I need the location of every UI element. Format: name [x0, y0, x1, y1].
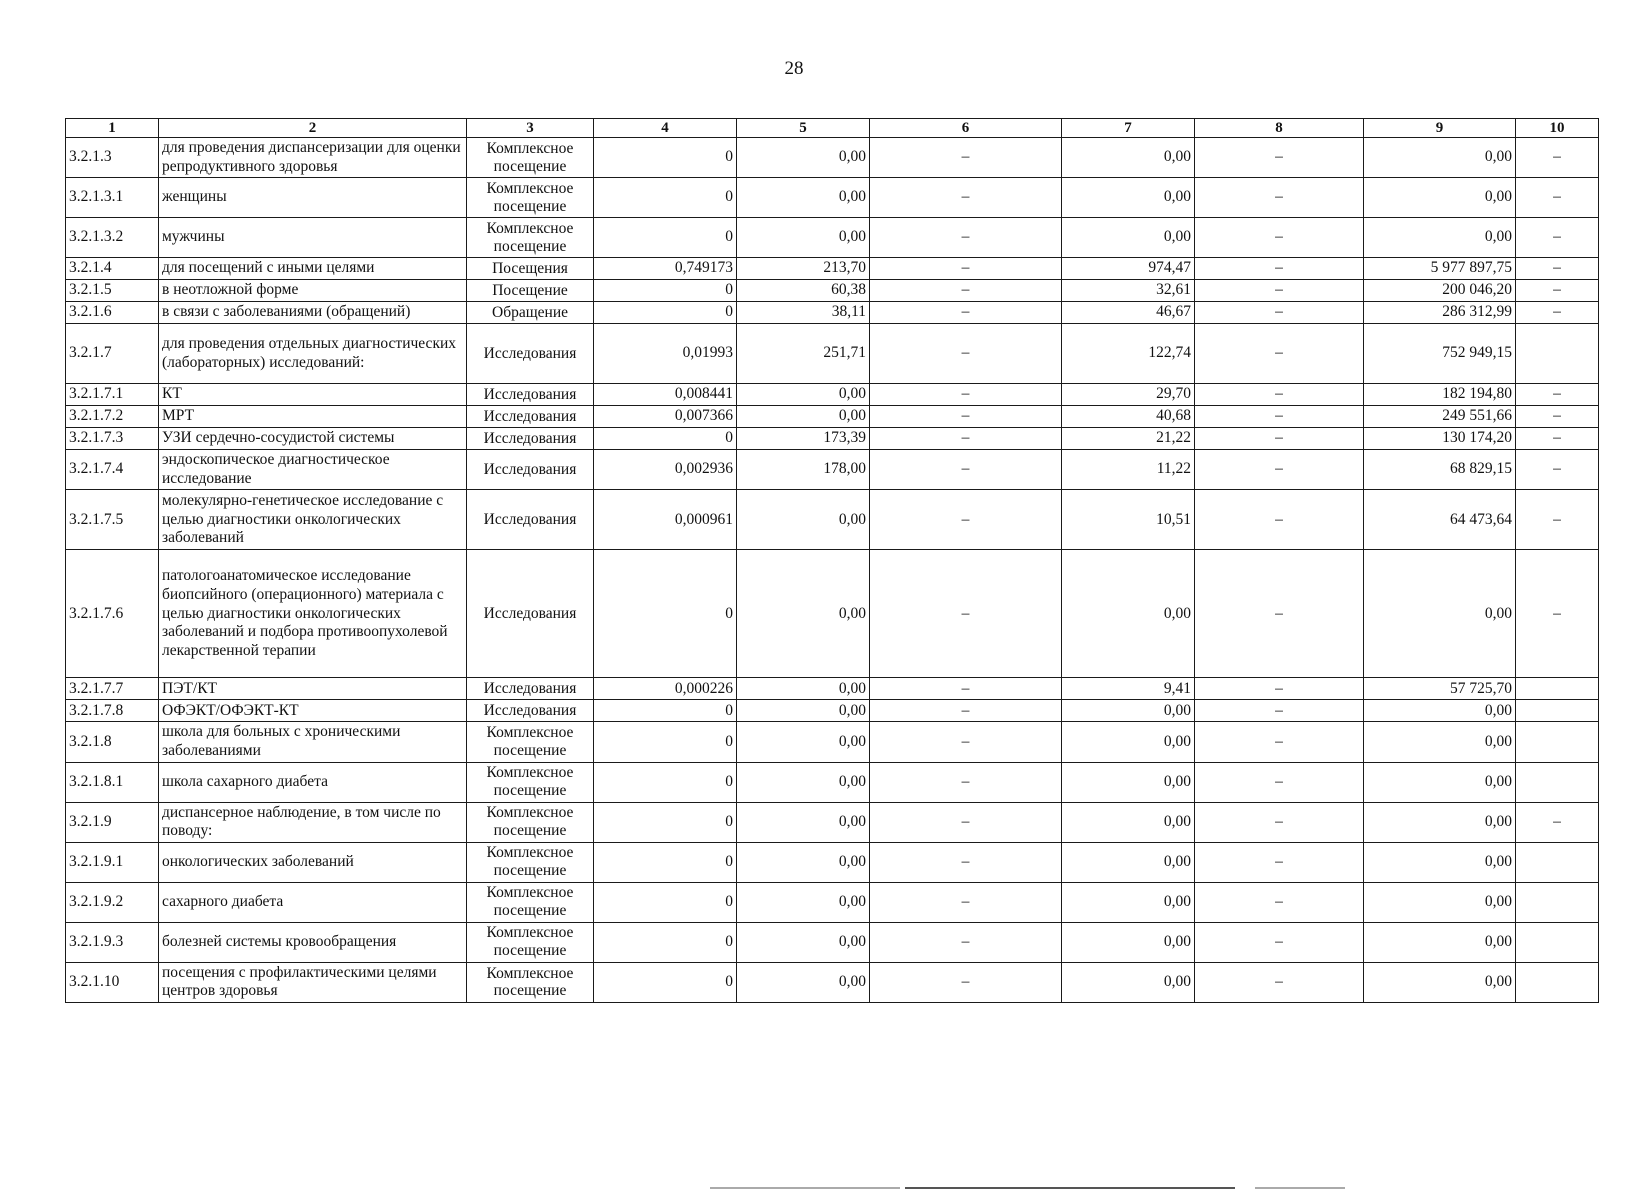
row-code: 3.2.1.10	[66, 962, 159, 1002]
column-header-9: 9	[1364, 119, 1516, 138]
row-col8: –	[1195, 882, 1364, 922]
table-row	[66, 490, 1599, 550]
row-col5: 38,11	[737, 302, 870, 324]
row-col9: 0,00	[1364, 550, 1516, 678]
row-col6: –	[870, 324, 1062, 384]
row-col8: –	[1195, 722, 1364, 762]
row-col6: –	[870, 802, 1062, 842]
row-code: 3.2.1.9.3	[66, 922, 159, 962]
row-col5: 0,00	[737, 138, 870, 178]
row-col9: 0,00	[1364, 802, 1516, 842]
row-col7: 0,00	[1062, 218, 1195, 258]
row-col8: –	[1195, 922, 1364, 962]
row-unit: Исследования	[467, 406, 594, 428]
row-col6: –	[870, 700, 1062, 722]
row-col10: –	[1516, 218, 1599, 258]
row-unit: Исследования	[467, 700, 594, 722]
row-unit: Комплексное посещение	[467, 962, 594, 1002]
row-col9: 130 174,20	[1364, 428, 1516, 450]
row-col5: 213,70	[737, 258, 870, 280]
row-col8: –	[1195, 678, 1364, 700]
row-col6: –	[870, 384, 1062, 406]
row-col4: 0,008441	[594, 384, 737, 406]
row-col7: 0,00	[1062, 842, 1195, 882]
row-col10	[1516, 762, 1599, 802]
row-unit: Исследования	[467, 450, 594, 490]
row-col5: 0,00	[737, 802, 870, 842]
row-col6: –	[870, 490, 1062, 550]
row-col6: –	[870, 550, 1062, 678]
row-col9: 286 312,99	[1364, 302, 1516, 324]
row-unit: Комплексное посещение	[467, 178, 594, 218]
row-code: 3.2.1.7.1	[66, 384, 159, 406]
row-col6: –	[870, 450, 1062, 490]
row-col6: –	[870, 428, 1062, 450]
row-col7: 0,00	[1062, 722, 1195, 762]
row-col5: 0,00	[737, 178, 870, 218]
row-col10	[1516, 700, 1599, 722]
row-code: 3.2.1.7.5	[66, 490, 159, 550]
row-col9: 0,00	[1364, 762, 1516, 802]
row-name: УЗИ сердечно-сосудистой системы	[159, 428, 467, 450]
row-col9: 64 473,64	[1364, 490, 1516, 550]
row-col10: –	[1516, 138, 1599, 178]
row-col4: 0,749173	[594, 258, 737, 280]
column-header-5: 5	[737, 119, 870, 138]
row-col7: 974,47	[1062, 258, 1195, 280]
row-col5: 0,00	[737, 490, 870, 550]
row-col4: 0,000226	[594, 678, 737, 700]
row-col10	[1516, 882, 1599, 922]
row-col10: –	[1516, 258, 1599, 280]
row-col6: –	[870, 962, 1062, 1002]
row-unit: Комплексное посещение	[467, 882, 594, 922]
row-col4: 0	[594, 428, 737, 450]
data-table	[65, 118, 1599, 1003]
row-name: школа сахарного диабета	[159, 762, 467, 802]
row-name: патологоанатомическое исследование биопсийного (операционного) материала с целью диагностики онкологических заболеваний и подбора противоопухолевой лекарственной терапии	[159, 550, 467, 678]
row-name: для посещений с иными целями	[159, 258, 467, 280]
row-code: 3.2.1.5	[66, 280, 159, 302]
row-unit: Комплексное посещение	[467, 842, 594, 882]
row-name: молекулярно-генетическое исследование с целью диагностики онкологических заболеваний	[159, 490, 467, 550]
row-col8: –	[1195, 450, 1364, 490]
row-col6: –	[870, 762, 1062, 802]
row-col5: 173,39	[737, 428, 870, 450]
row-col6: –	[870, 882, 1062, 922]
row-col6: –	[870, 302, 1062, 324]
row-col8: –	[1195, 700, 1364, 722]
row-name: диспансерное наблюдение, в том числе по поводу:	[159, 802, 467, 842]
row-col4: 0,007366	[594, 406, 737, 428]
row-col8: –	[1195, 258, 1364, 280]
row-col6: –	[870, 406, 1062, 428]
table-row	[66, 922, 1599, 962]
row-name: эндоскопическое диагностическое исследование	[159, 450, 467, 490]
row-col6: –	[870, 722, 1062, 762]
row-col10: –	[1516, 802, 1599, 842]
row-code: 3.2.1.7.8	[66, 700, 159, 722]
row-unit: Посещения	[467, 258, 594, 280]
table-row	[66, 700, 1599, 722]
row-col5: 0,00	[737, 678, 870, 700]
table-row	[66, 428, 1599, 450]
row-col4: 0,000961	[594, 490, 737, 550]
table-row	[66, 138, 1599, 178]
table-row	[66, 722, 1599, 762]
row-col7: 0,00	[1062, 700, 1195, 722]
row-col8: –	[1195, 280, 1364, 302]
row-col8: –	[1195, 762, 1364, 802]
table-row	[66, 678, 1599, 700]
row-col7: 10,51	[1062, 490, 1195, 550]
row-code: 3.2.1.9.1	[66, 842, 159, 882]
row-name: мужчины	[159, 218, 467, 258]
row-col9: 5 977 897,75	[1364, 258, 1516, 280]
row-col7: 0,00	[1062, 962, 1195, 1002]
row-col10	[1516, 324, 1599, 384]
row-unit: Исследования	[467, 490, 594, 550]
row-col9: 0,00	[1364, 882, 1516, 922]
row-col5: 0,00	[737, 762, 870, 802]
row-col10: –	[1516, 178, 1599, 218]
row-unit: Посещение	[467, 280, 594, 302]
table-row	[66, 324, 1599, 384]
page-number: 28	[784, 58, 804, 79]
row-col4: 0	[594, 178, 737, 218]
row-name: для проведения диспансеризации для оценки репродуктивного здоровья	[159, 138, 467, 178]
row-col4: 0	[594, 218, 737, 258]
row-col6: –	[870, 178, 1062, 218]
row-col8: –	[1195, 842, 1364, 882]
row-col6: –	[870, 922, 1062, 962]
table-row	[66, 218, 1599, 258]
row-col8: –	[1195, 802, 1364, 842]
row-code: 3.2.1.7.4	[66, 450, 159, 490]
header-row	[66, 119, 1599, 138]
row-col10: –	[1516, 450, 1599, 490]
row-col5: 0,00	[737, 882, 870, 922]
row-col8: –	[1195, 490, 1364, 550]
table-row	[66, 178, 1599, 218]
row-code: 3.2.1.3.2	[66, 218, 159, 258]
row-col7: 0,00	[1062, 178, 1195, 218]
row-name: КТ	[159, 384, 467, 406]
row-name: сахарного диабета	[159, 882, 467, 922]
row-col5: 60,38	[737, 280, 870, 302]
row-col4: 0	[594, 882, 737, 922]
row-code: 3.2.1.6	[66, 302, 159, 324]
row-col4: 0	[594, 302, 737, 324]
row-col8: –	[1195, 178, 1364, 218]
table-row	[66, 384, 1599, 406]
row-unit: Комплексное посещение	[467, 218, 594, 258]
row-unit: Обращение	[467, 302, 594, 324]
row-code: 3.2.1.4	[66, 258, 159, 280]
row-col8: –	[1195, 138, 1364, 178]
column-header-4: 4	[594, 119, 737, 138]
row-name: ОФЭКТ/ОФЭКТ-КТ	[159, 700, 467, 722]
row-col10	[1516, 722, 1599, 762]
row-col7: 0,00	[1062, 550, 1195, 678]
row-col9: 0,00	[1364, 700, 1516, 722]
row-col4: 0	[594, 550, 737, 678]
row-col9: 182 194,80	[1364, 384, 1516, 406]
row-name: женщины	[159, 178, 467, 218]
row-code: 3.2.1.7.6	[66, 550, 159, 678]
row-col9: 57 725,70	[1364, 678, 1516, 700]
row-unit: Комплексное посещение	[467, 138, 594, 178]
row-col10: –	[1516, 428, 1599, 450]
column-header-1: 1	[66, 119, 159, 138]
row-col6: –	[870, 280, 1062, 302]
row-code: 3.2.1.7.7	[66, 678, 159, 700]
row-col4: 0	[594, 280, 737, 302]
row-name: школа для больных с хроническими заболеваниями	[159, 722, 467, 762]
row-col8: –	[1195, 428, 1364, 450]
row-col10: –	[1516, 406, 1599, 428]
row-col9: 0,00	[1364, 722, 1516, 762]
row-col6: –	[870, 258, 1062, 280]
row-col10	[1516, 842, 1599, 882]
row-code: 3.2.1.8.1	[66, 762, 159, 802]
row-col8: –	[1195, 384, 1364, 406]
scan-line-artifact	[905, 1187, 1235, 1189]
row-col4: 0	[594, 762, 737, 802]
row-unit: Исследования	[467, 428, 594, 450]
row-col7: 32,61	[1062, 280, 1195, 302]
table-row	[66, 302, 1599, 324]
row-col5: 178,00	[737, 450, 870, 490]
column-header-3: 3	[467, 119, 594, 138]
row-col4: 0	[594, 138, 737, 178]
table-row	[66, 762, 1599, 802]
row-col6: –	[870, 218, 1062, 258]
row-col5: 0,00	[737, 722, 870, 762]
row-col4: 0	[594, 842, 737, 882]
table-row	[66, 842, 1599, 882]
table-row	[66, 406, 1599, 428]
table-row	[66, 280, 1599, 302]
row-col10	[1516, 678, 1599, 700]
row-col6: –	[870, 138, 1062, 178]
row-code: 3.2.1.7.2	[66, 406, 159, 428]
row-col9: 0,00	[1364, 962, 1516, 1002]
row-col7: 0,00	[1062, 922, 1195, 962]
row-code: 3.2.1.9	[66, 802, 159, 842]
row-code: 3.2.1.7.3	[66, 428, 159, 450]
row-col4: 0	[594, 802, 737, 842]
column-header-6: 6	[870, 119, 1062, 138]
row-col7: 29,70	[1062, 384, 1195, 406]
row-unit: Комплексное посещение	[467, 722, 594, 762]
column-header-2: 2	[159, 119, 467, 138]
row-unit: Исследования	[467, 678, 594, 700]
row-unit: Комплексное посещение	[467, 762, 594, 802]
row-col8: –	[1195, 324, 1364, 384]
row-col4: 0	[594, 922, 737, 962]
row-col9: 68 829,15	[1364, 450, 1516, 490]
row-col8: –	[1195, 550, 1364, 678]
row-code: 3.2.1.7	[66, 324, 159, 384]
row-col9: 200 046,20	[1364, 280, 1516, 302]
row-col6: –	[870, 678, 1062, 700]
row-col7: 21,22	[1062, 428, 1195, 450]
row-col5: 0,00	[737, 922, 870, 962]
row-col5: 251,71	[737, 324, 870, 384]
row-col8: –	[1195, 218, 1364, 258]
row-col10: –	[1516, 280, 1599, 302]
row-code: 3.2.1.8	[66, 722, 159, 762]
row-col10: –	[1516, 490, 1599, 550]
row-col7: 11,22	[1062, 450, 1195, 490]
row-code: 3.2.1.3.1	[66, 178, 159, 218]
row-name: в неотложной форме	[159, 280, 467, 302]
row-col10: –	[1516, 550, 1599, 678]
row-col9: 0,00	[1364, 922, 1516, 962]
row-col9: 249 551,66	[1364, 406, 1516, 428]
row-col10	[1516, 922, 1599, 962]
row-unit: Исследования	[467, 384, 594, 406]
row-col5: 0,00	[737, 550, 870, 678]
row-col9: 0,00	[1364, 218, 1516, 258]
row-col5: 0,00	[737, 700, 870, 722]
row-col5: 0,00	[737, 218, 870, 258]
row-col8: –	[1195, 406, 1364, 428]
scan-line-artifact	[710, 1187, 900, 1189]
row-col5: 0,00	[737, 962, 870, 1002]
row-name: болезней системы кровообращения	[159, 922, 467, 962]
row-unit: Комплексное посещение	[467, 802, 594, 842]
row-col7: 0,00	[1062, 138, 1195, 178]
row-col7: 122,74	[1062, 324, 1195, 384]
row-name: для проведения отдельных диагностических (лабораторных) исследований:	[159, 324, 467, 384]
row-col7: 0,00	[1062, 802, 1195, 842]
row-col7: 0,00	[1062, 882, 1195, 922]
row-col10: –	[1516, 302, 1599, 324]
table-row	[66, 450, 1599, 490]
row-col4: 0,01993	[594, 324, 737, 384]
row-unit: Комплексное посещение	[467, 922, 594, 962]
row-col5: 0,00	[737, 842, 870, 882]
row-name: в связи с заболеваниями (обращений)	[159, 302, 467, 324]
row-col5: 0,00	[737, 406, 870, 428]
row-col9: 0,00	[1364, 178, 1516, 218]
row-unit: Исследования	[467, 550, 594, 678]
row-col7: 9,41	[1062, 678, 1195, 700]
column-header-8: 8	[1195, 119, 1364, 138]
table-body	[66, 138, 1599, 1003]
table-row	[66, 550, 1599, 678]
row-code: 3.2.1.3	[66, 138, 159, 178]
row-col9: 752 949,15	[1364, 324, 1516, 384]
row-col10: –	[1516, 384, 1599, 406]
row-col10	[1516, 962, 1599, 1002]
row-col4: 0	[594, 700, 737, 722]
row-col4: 0	[594, 962, 737, 1002]
row-col9: 0,00	[1364, 842, 1516, 882]
row-unit: Исследования	[467, 324, 594, 384]
row-name: ПЭТ/КТ	[159, 678, 467, 700]
row-col7: 0,00	[1062, 762, 1195, 802]
table-row	[66, 258, 1599, 280]
row-col4: 0,002936	[594, 450, 737, 490]
table-row	[66, 802, 1599, 842]
row-col6: –	[870, 842, 1062, 882]
row-code: 3.2.1.9.2	[66, 882, 159, 922]
row-col8: –	[1195, 962, 1364, 1002]
row-col9: 0,00	[1364, 138, 1516, 178]
scan-line-artifact	[1255, 1187, 1345, 1189]
table-row	[66, 882, 1599, 922]
row-name: МРТ	[159, 406, 467, 428]
row-col7: 40,68	[1062, 406, 1195, 428]
row-col7: 46,67	[1062, 302, 1195, 324]
row-col8: –	[1195, 302, 1364, 324]
row-name: онкологических заболеваний	[159, 842, 467, 882]
row-name: посещения с профилактическими целями центров здоровья	[159, 962, 467, 1002]
column-header-7: 7	[1062, 119, 1195, 138]
row-col4: 0	[594, 722, 737, 762]
column-header-10: 10	[1516, 119, 1599, 138]
row-col5: 0,00	[737, 384, 870, 406]
table-row	[66, 962, 1599, 1002]
